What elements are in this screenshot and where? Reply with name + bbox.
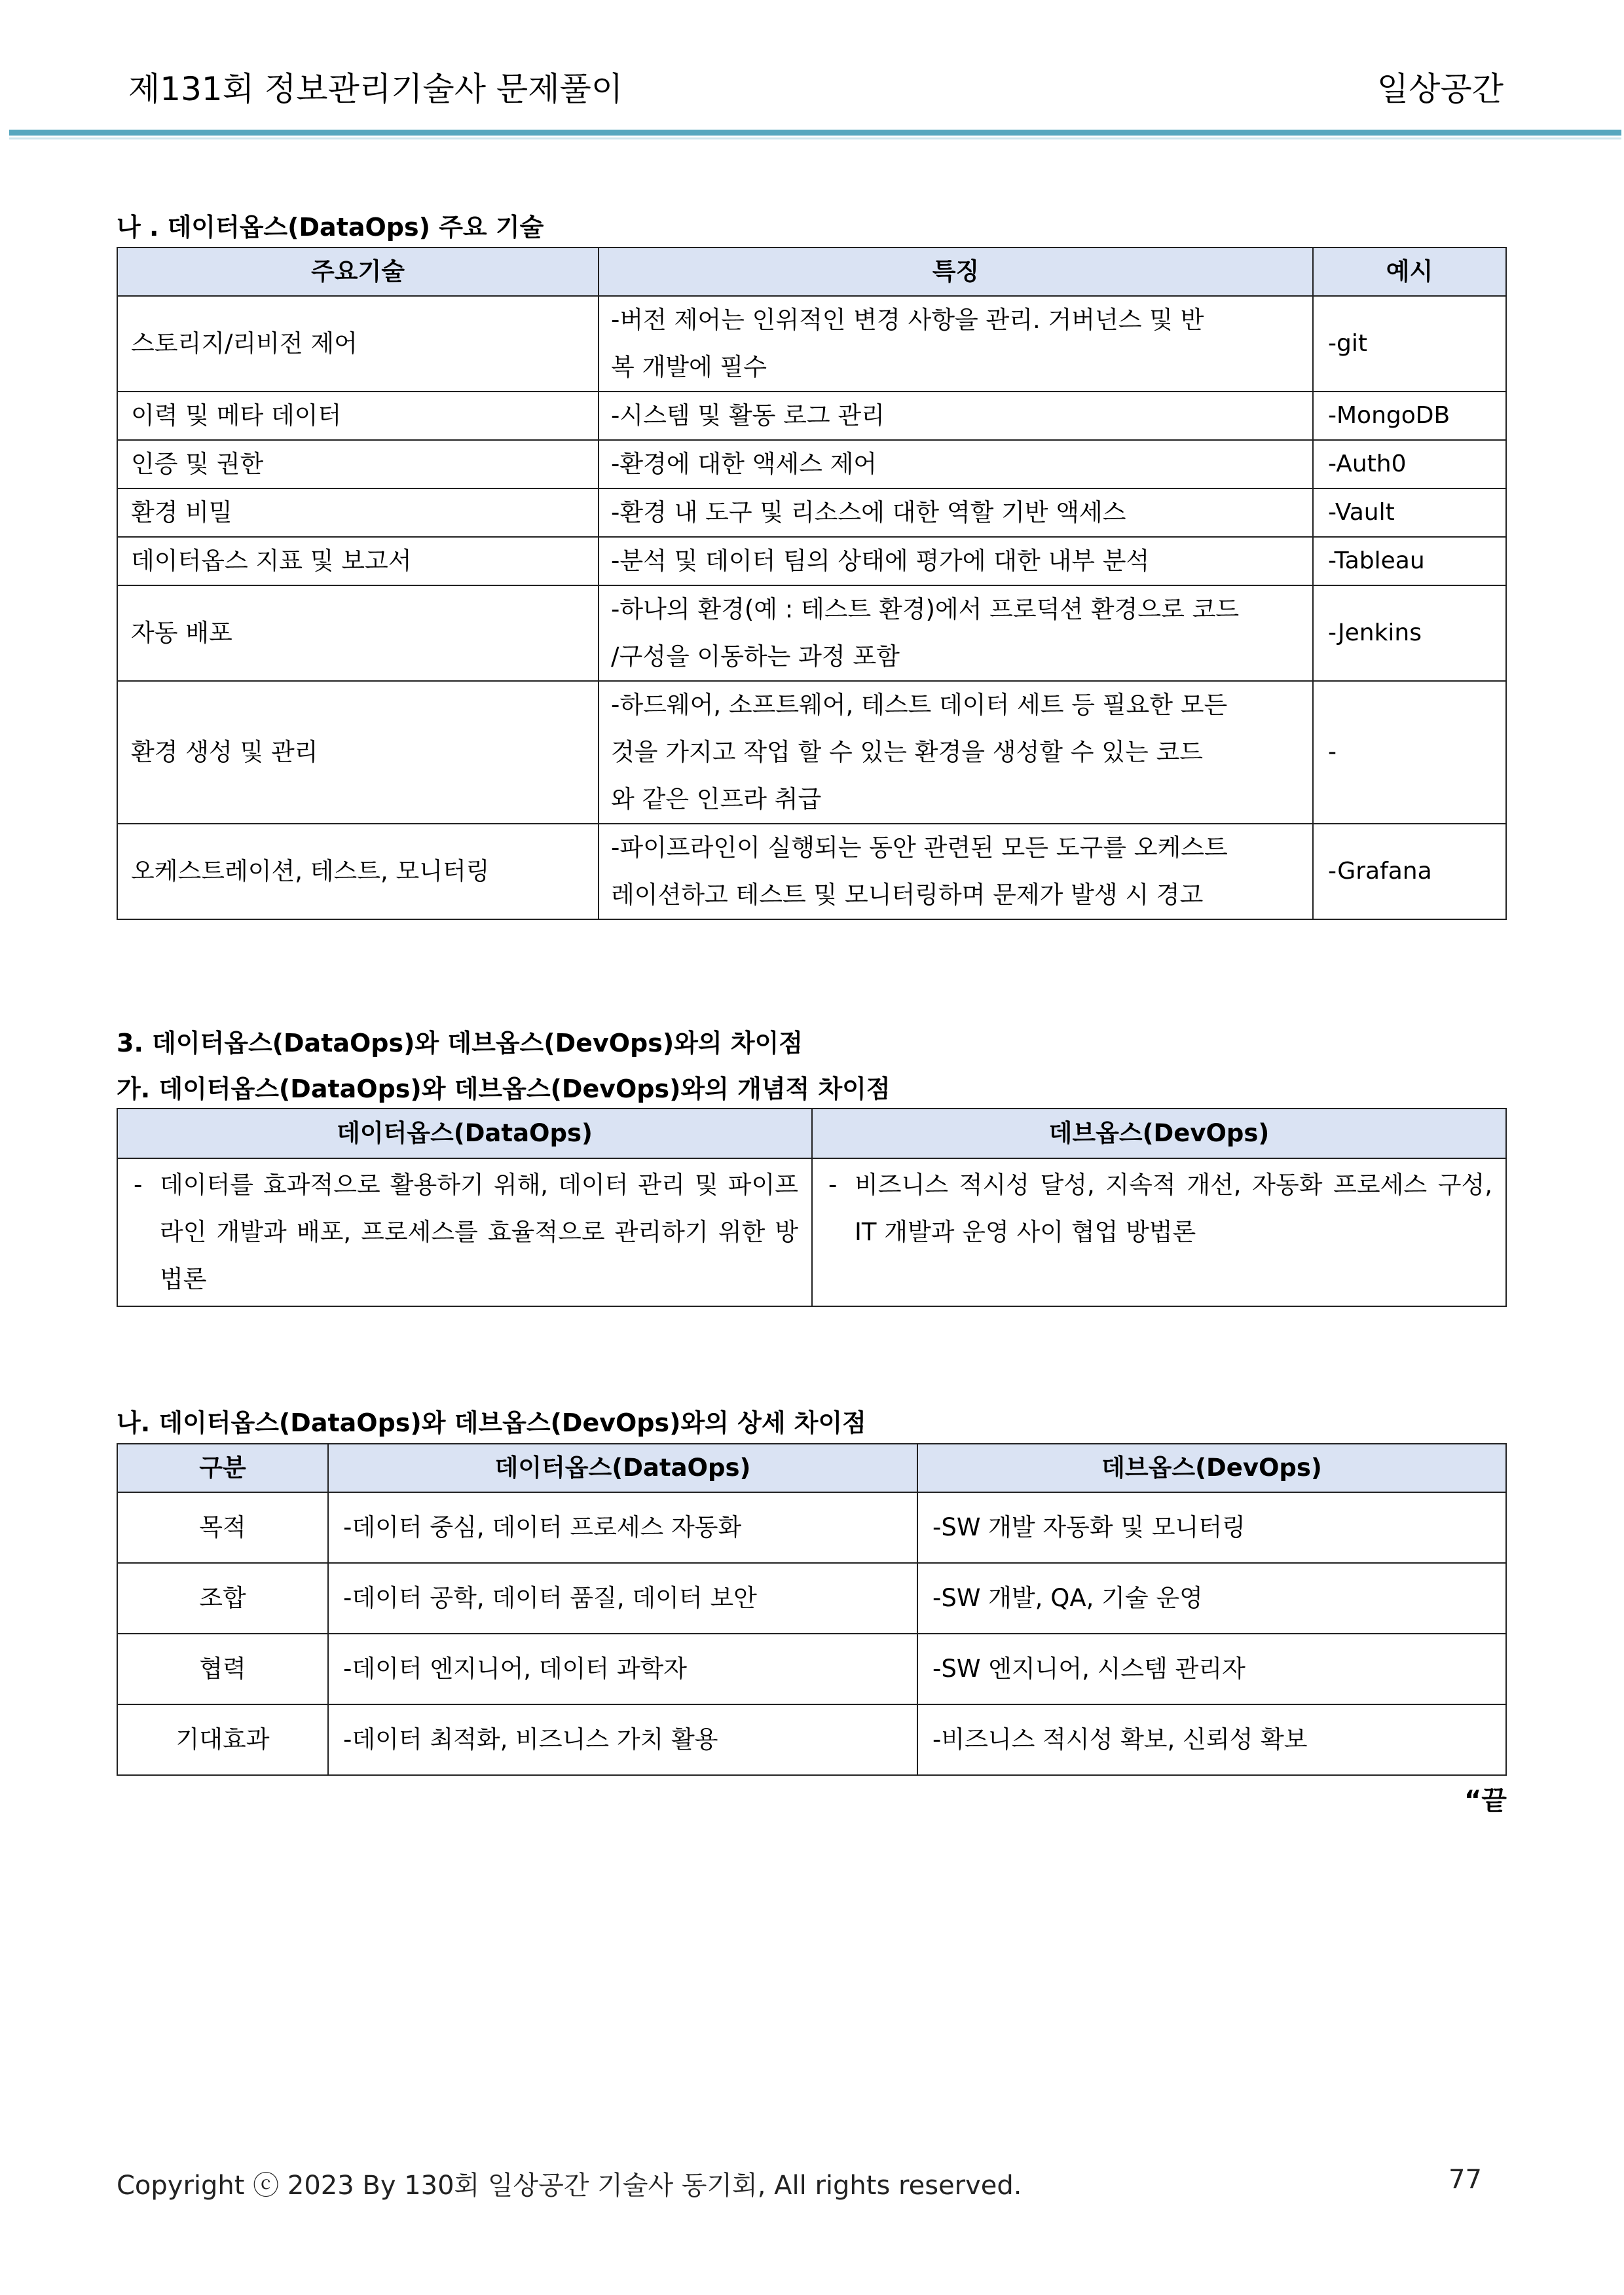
section-3b-heading: 나. 데이터옵스(DataOps)와 데브옵스(DevOps)와의 상세 차이점 — [117, 1408, 866, 1437]
col-header-feature: 특징 — [599, 248, 1313, 296]
feature-line: -하나의 환경(예 : 테스트 환경)에서 프로덕션 환경으로 코드 — [611, 595, 1240, 623]
header-rule — [9, 130, 1621, 136]
end-mark: “끝 — [1464, 1786, 1507, 1816]
feature-cell — [599, 296, 1313, 392]
dataops-concept-cell — [117, 1158, 812, 1306]
tech-cell: 스토리지/리비전 제어 — [117, 296, 599, 392]
example-cell: -Vault — [1313, 488, 1506, 537]
feature-cell — [599, 537, 1313, 585]
table-row — [117, 681, 1506, 824]
feature-cell — [599, 392, 1313, 440]
feature-line: 복 개발에 필수 — [611, 353, 767, 381]
col-header-dataops: 데이터옵스(DataOps) — [328, 1444, 917, 1492]
feature-line: -시스템 및 활동 로그 관리 — [611, 401, 885, 430]
tech-cell: 환경 비밀 — [117, 488, 599, 537]
category-cell: 협력 — [117, 1634, 328, 1704]
example-cell: -Auth0 — [1313, 440, 1506, 488]
table-row — [117, 296, 1506, 392]
header-rule-shadow — [9, 138, 1621, 139]
devops-concept-cell — [812, 1158, 1506, 1306]
col-header-devops: 데브옵스(DevOps) — [812, 1109, 1506, 1158]
table-row — [117, 440, 1506, 488]
section-b-heading: 나 . 데이터옵스(DataOps) 주요 기술 — [117, 213, 544, 242]
table-row — [117, 392, 1506, 440]
category-cell: 목적 — [117, 1492, 328, 1563]
col-header-dataops: 데이터옵스(DataOps) — [117, 1109, 812, 1158]
header-right-label: 일상공간 — [1376, 70, 1504, 108]
table-row — [117, 488, 1506, 537]
table-row — [117, 1704, 1506, 1775]
table-row — [117, 1492, 1506, 1563]
example-cell: - — [1313, 681, 1506, 824]
category-cell: 조합 — [117, 1563, 328, 1634]
dataops-cell: -데이터 엔지니어, 데이터 과학자 — [328, 1634, 917, 1704]
table-row — [117, 1634, 1506, 1704]
dataops-concept-text: 데이터를 효과적으로 활용하기 위해, 데이터 관리 및 파이프라인 개발과 배포, 프로세스를 효율적으로 관리하기 위한 방법론 — [160, 1171, 798, 1293]
page-number: 77 — [1449, 2165, 1482, 2195]
tech-cell: 자동 배포 — [117, 585, 599, 681]
feature-cell — [599, 585, 1313, 681]
tech-cell: 데이터옵스 지표 및 보고서 — [117, 537, 599, 585]
col-header-example: 예시 — [1313, 248, 1506, 296]
feature-line: 와 같은 인프라 취급 — [611, 785, 822, 813]
example-cell: -MongoDB — [1313, 392, 1506, 440]
feature-cell — [599, 440, 1313, 488]
section-3-heading: 3. 데이터옵스(DataOps)와 데브옵스(DevOps)와의 차이점 — [117, 1029, 803, 1057]
tech-cell: 이력 및 메타 데이터 — [117, 392, 599, 440]
footer-copyright: Copyright ⓒ 2023 By 130회 일상공간 기술사 동기회, All rights reserved. — [117, 2171, 1022, 2201]
dataops-cell: -데이터 중심, 데이터 프로세스 자동화 — [328, 1492, 917, 1563]
example-cell: -Grafana — [1313, 824, 1506, 919]
feature-line: -버전 제어는 인위적인 변경 사항을 관리. 거버넌스 및 반 — [611, 306, 1204, 334]
devops-cell: -SW 엔지니어, 시스템 관리자 — [917, 1634, 1506, 1704]
example-cell: -Jenkins — [1313, 585, 1506, 681]
header-title: 제131회 정보관리기술사 문제풀이 — [128, 70, 623, 108]
feature-line: -환경에 대한 액세스 제어 — [611, 450, 877, 478]
table-header-row — [117, 1109, 1506, 1158]
page-header — [0, 0, 1624, 141]
devops-cell: -비즈니스 적시성 확보, 신뢰성 확보 — [917, 1704, 1506, 1775]
feature-line: -하드웨어, 소프트웨어, 테스트 데이터 세트 등 필요한 모든 — [611, 691, 1228, 719]
example-cell: -Tableau — [1313, 537, 1506, 585]
feature-line: -환경 내 도구 및 리소스에 대한 역할 기반 액세스 — [611, 498, 1126, 526]
dataops-cell: -데이터 최적화, 비즈니스 가치 활용 — [328, 1704, 917, 1775]
detail-diff-table — [117, 1443, 1507, 1776]
feature-line: -분석 및 데이터 팀의 상태에 평가에 대한 내부 분석 — [611, 547, 1150, 575]
concept-diff-table — [117, 1108, 1507, 1307]
devops-cell: -SW 개발, QA, 기술 운영 — [917, 1563, 1506, 1634]
table-row — [117, 1563, 1506, 1634]
feature-line: 것을 가지고 작업 할 수 있는 환경을 생성할 수 있는 코드 — [611, 738, 1203, 766]
category-cell: 기대효과 — [117, 1704, 328, 1775]
table-header-row — [117, 248, 1506, 296]
feature-cell — [599, 488, 1313, 537]
table-row — [117, 1158, 1506, 1306]
tech-cell: 인증 및 권한 — [117, 440, 599, 488]
example-cell: -git — [1313, 296, 1506, 392]
dash-bullet: - — [134, 1171, 143, 1199]
table-row — [117, 537, 1506, 585]
section-3a-heading: 가. 데이터옵스(DataOps)와 데브옵스(DevOps)와의 개념적 차이점 — [117, 1074, 891, 1103]
table-header-row — [117, 1444, 1506, 1492]
dataops-tech-table — [117, 247, 1507, 920]
table-row — [117, 824, 1506, 919]
feature-cell — [599, 681, 1313, 824]
devops-concept-text: 비즈니스 적시성 달성, 지속적 개선, 자동화 프로세스 구성, IT 개발과 운영 사이 협업 방법론 — [855, 1171, 1492, 1246]
devops-cell: -SW 개발 자동화 및 모니터링 — [917, 1492, 1506, 1563]
tech-cell: 환경 생성 및 관리 — [117, 681, 599, 824]
col-header-tech: 주요기술 — [117, 248, 599, 296]
table-row — [117, 585, 1506, 681]
dataops-cell: -데이터 공학, 데이터 품질, 데이터 보안 — [328, 1563, 917, 1634]
col-header-category: 구분 — [117, 1444, 328, 1492]
col-header-devops: 데브옵스(DevOps) — [917, 1444, 1506, 1492]
feature-line: /구성을 이동하는 과정 포함 — [611, 642, 900, 670]
tech-cell: 오케스트레이션, 테스트, 모니터링 — [117, 824, 599, 919]
feature-cell — [599, 824, 1313, 919]
feature-line: -파이프라인이 실행되는 동안 관련된 모든 도구를 오케스트 — [611, 834, 1228, 862]
dash-bullet: - — [828, 1171, 838, 1199]
feature-line: 레이션하고 테스트 및 모니터링하며 문제가 발생 시 경고 — [611, 881, 1204, 909]
